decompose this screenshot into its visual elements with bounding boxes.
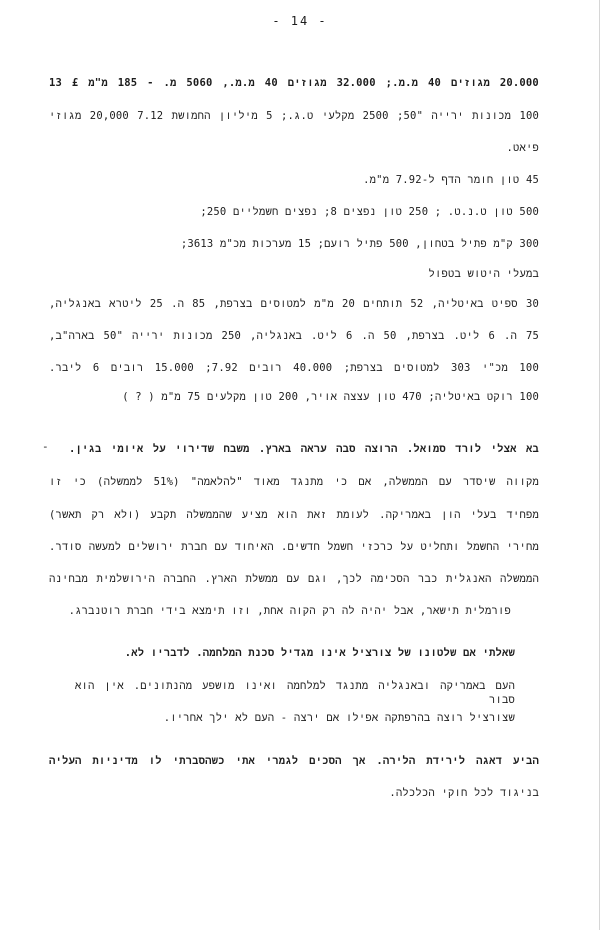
text-line: העם באמריקה ובאנגליה מתנגד למלחמה ואינו מושפע מהנתונים. אין הוא סבור <box>75 680 515 706</box>
text-line: במעלי היטוש בטפול <box>428 268 539 280</box>
text-line: מקווה שיסדר עם הממשלה, אם כי מתנגד מאוד "להלאמה" (51% לממשלה) כי זו <box>49 476 539 488</box>
text-line: 100 מכונות ירייה "50; 2500 מקלעי ט.ג.; 5 מיליון החמושת 7.12 20,000 מגוזי <box>49 110 540 122</box>
text-line: פיאט. <box>506 142 539 154</box>
text-line: 300 ק"מ פתיל בטחון, 500 פתיל רועם; 15 מערכות מכ"מ 3613; <box>180 238 539 250</box>
text-line: בא אצלי לורד סמואל. הרוצה סבה עראה בארץ. משבח שדירוי על איומי בגין. <box>69 443 539 455</box>
text-line: 75 ה. 6 ליט. בצרפת, 50 ה. 6 ליט. באנגליה, 250 מכונות ירייה "50 בארה"ב, <box>49 330 539 342</box>
text-line: 45 טון חומר הדף ל-7.92 מ"מ. <box>363 174 539 186</box>
page-number: - 14 - <box>272 14 328 28</box>
text-line: בניגוד לכל חוקי הכלכלה. <box>389 787 539 799</box>
text-line: 30 ספיט באיטליה, 52 תותחים 20 מ"מ למטוסים בצרפת, 85 ה. 25 ליטרא באנגליה, <box>49 298 539 310</box>
text-line: שאלתי אם שלטונו של צורציל אינו מגדיל סכנת המלחמה. לדבריו לא. <box>124 647 515 659</box>
text-line: מחירי החשמל ותחליט על כרכזי חשמל חדשים. האיחוד עם חברת ירושלים למעשה סודר. <box>49 541 539 553</box>
text-line: שצורציל רוצה בהרפתקה אפילו אם ירצה - העם לא ילך אחריו. <box>163 712 515 724</box>
text-line: הממשלה האנגלית כבר הסכימה לכך, וגם עם ממשלת הארץ. החברה הירושלמית מבחינה <box>49 573 539 585</box>
text-line: 100 רוקט באיטליה; 470 טון עצצה אויר, 200 טון מקלעים 75 מ"מ ( ? ) <box>122 391 539 403</box>
paragraph-dash: - <box>42 440 49 453</box>
text-line: 20.000 מגוזים 40 מ.מ.; 32.000 מגוזים 40 מ.מ., 5060 מ. - 185 מ"מ £ 13 <box>49 77 539 89</box>
text-line: מפחיד בעלי הון באמריקה. לעומת זאת הוא מציע שהממשלה תקבע (ולא רק תאשר) <box>49 509 539 521</box>
text-line: 100 מכ"י 303 למטוסים בצרפת; 40.000 רובים 7.92; 15.000 רובים 6 ליבר. <box>49 362 539 374</box>
text-line: 500 טון ט.נ.ט. ; 250 טון נפצים 8; נפצים חשמליים 250; <box>200 206 539 218</box>
text-line: הביע דאגה לירידת הלירה. אך הסכים לגמרי אתי כשהסברתי לו מדיניות העליה <box>49 755 539 767</box>
text-line: פורמלית תישאר, אבל יהיה לה רק הקוה אחת, וזו תימצא בידי חברת רוטנברג. <box>68 605 511 617</box>
